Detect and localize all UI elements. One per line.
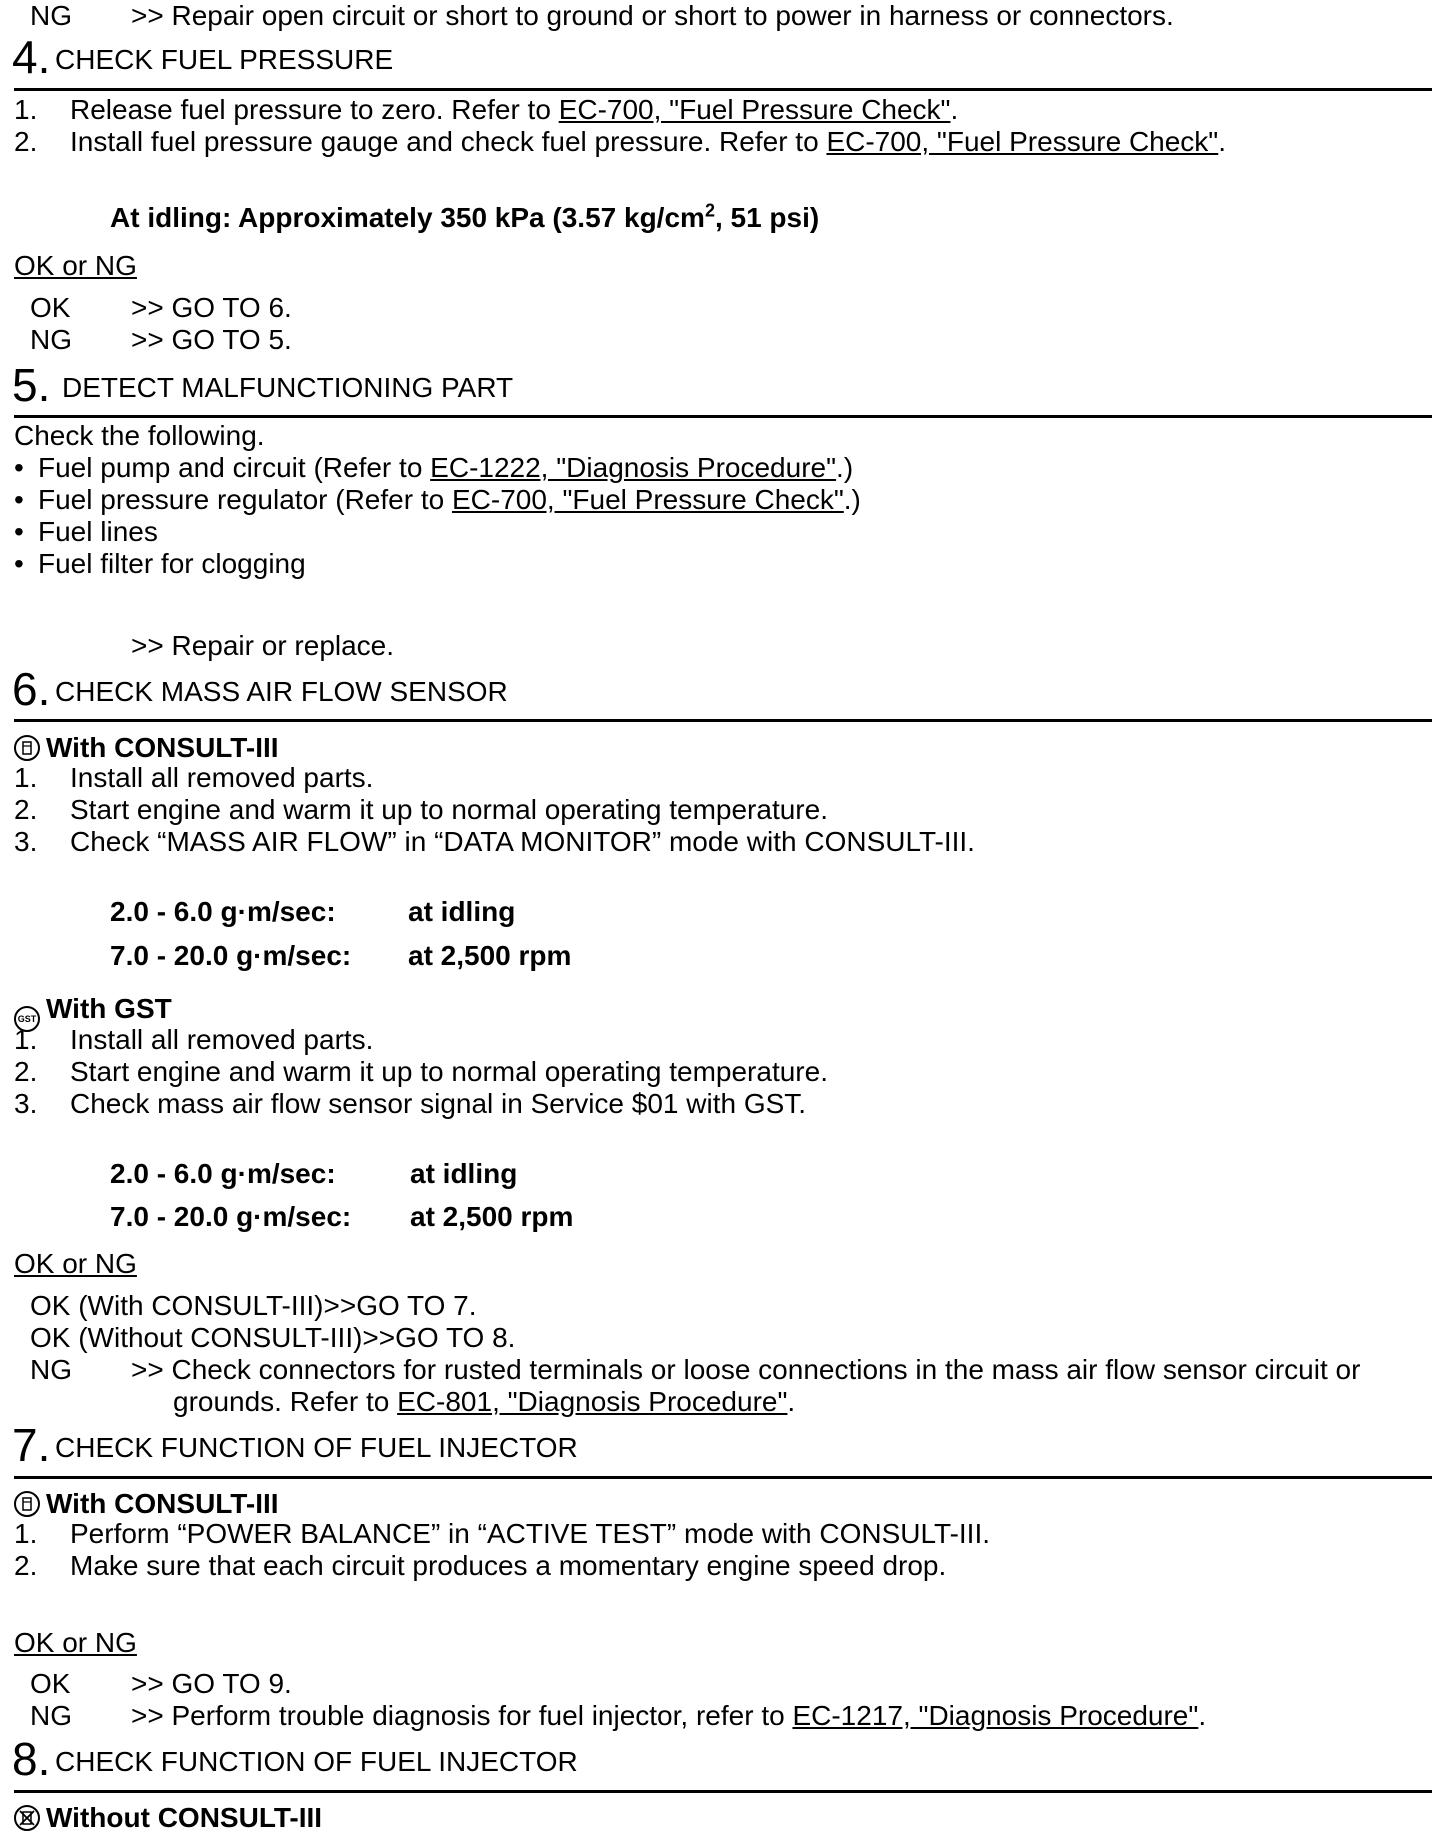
heading-text: Without CONSULT-III — [46, 1802, 323, 1833]
step-number: 4. — [12, 31, 51, 83]
ng-code: NG — [30, 1354, 72, 1385]
list-number: 1. — [14, 94, 38, 125]
item-text: grounds. Refer to — [173, 1386, 398, 1417]
item-text: >> Perform trouble diagnosis for fuel injector, refer to — [131, 1700, 793, 1731]
list-number: 2. — [14, 1550, 38, 1581]
heading-text: With CONSULT-III — [46, 732, 279, 763]
spec-value — [110, 202, 819, 234]
spec-value: 2.0 - 6.0 g·m/sec: — [110, 896, 336, 927]
spec-value: 7.0 - 20.0 g·m/sec: — [110, 1201, 352, 1232]
list-item: Check mass air flow sensor signal in Service $01 with GST. — [70, 1088, 807, 1119]
ok-or-ng-label: OK or NG — [14, 1248, 137, 1279]
ref-link[interactable]: EC-700, "Fuel Pressure Check" — [558, 94, 951, 125]
bullet-item — [38, 452, 853, 484]
gst-icon: GST — [14, 1006, 40, 1032]
without-consult-iii-icon — [14, 1805, 40, 1831]
ok-result-text: >> GO TO 6. — [131, 292, 292, 323]
spec-text: , 51 psi) — [714, 202, 820, 233]
step-title: CHECK FUEL PRESSURE — [55, 44, 394, 75]
list-number: 2. — [14, 794, 38, 825]
bullet: • — [14, 516, 24, 547]
spec-text: At idling: Approximately 350 kPa (3.57 kg/cm — [110, 202, 705, 233]
item-text: . — [1198, 1700, 1207, 1731]
spec-condition: at idling — [408, 896, 516, 927]
item-text: Fuel pressure regulator (Refer to — [38, 484, 452, 515]
bullet: • — [14, 548, 24, 579]
list-item — [70, 126, 1226, 158]
ng-result-text: >> GO TO 5. — [131, 324, 292, 355]
intro-text: Check the following. — [14, 420, 265, 451]
item-text: . — [1218, 126, 1227, 157]
spec-condition: at 2,500 rpm — [410, 1201, 574, 1232]
item-text: . — [950, 94, 959, 125]
list-item: Install all removed parts. — [70, 1024, 374, 1055]
ng-result-text — [131, 1700, 1206, 1732]
step-title: DETECT MALFUNCTIONING PART — [62, 372, 514, 403]
ok-code: OK — [30, 292, 71, 323]
item-text: .) — [836, 452, 854, 483]
consult-iii-icon — [14, 1491, 40, 1517]
method-heading — [14, 732, 279, 764]
spec-value: 2.0 - 6.0 g·m/sec: — [110, 1158, 336, 1189]
ref-link[interactable]: EC-1222, "Diagnosis Procedure" — [430, 452, 837, 483]
consult-iii-icon — [14, 735, 40, 761]
ng-code: NG — [30, 0, 72, 31]
step-title: CHECK FUNCTION OF FUEL INJECTOR — [55, 1432, 578, 1463]
item-text: Fuel pump and circuit (Refer to — [38, 452, 431, 483]
list-item: Install all removed parts. — [70, 762, 374, 793]
ref-link[interactable]: EC-1217, "Diagnosis Procedure" — [792, 1700, 1199, 1731]
ng-result-text — [173, 1386, 795, 1418]
ref-link[interactable]: EC-700, "Fuel Pressure Check" — [451, 484, 844, 515]
section-divider — [14, 415, 1432, 418]
list-item: Start engine and warm it up to normal operating temperature. — [70, 794, 828, 825]
bullet-item: Fuel filter for clogging — [38, 548, 306, 579]
list-number: 1. — [14, 1024, 38, 1055]
item-text: .) — [843, 484, 861, 515]
ref-link[interactable]: EC-700, "Fuel Pressure Check" — [826, 126, 1219, 157]
ref-link[interactable]: EC-801, "Diagnosis Procedure" — [397, 1386, 788, 1417]
ng-code: NG — [30, 1700, 72, 1731]
step-number: 5. — [12, 359, 51, 411]
bullet: • — [14, 452, 24, 483]
spec-condition: at idling — [410, 1158, 518, 1189]
method-heading — [14, 1802, 322, 1834]
spec-superscript: 2 — [704, 200, 715, 221]
step-number: 7. — [12, 1419, 51, 1471]
heading-text: With CONSULT-III — [46, 1488, 279, 1519]
list-number: 1. — [14, 1518, 38, 1549]
list-item: Start engine and warm it up to normal operating temperature. — [70, 1056, 828, 1087]
list-number: 2. — [14, 126, 38, 157]
ok-result-text: >> GO TO 9. — [131, 1668, 292, 1699]
step-title: CHECK MASS AIR FLOW SENSOR — [55, 676, 508, 707]
ok-result-text: OK (Without CONSULT-III)>>GO TO 8. — [30, 1322, 516, 1353]
item-text: Install fuel pressure gauge and check fuel pressure. Refer to — [70, 126, 827, 157]
ok-or-ng-label: OK or NG — [14, 1627, 137, 1658]
bullet: • — [14, 484, 24, 515]
step-number: 8. — [12, 1733, 51, 1785]
list-item: Perform “POWER BALANCE” in “ACTIVE TEST” mode with CONSULT-III. — [70, 1518, 991, 1549]
ok-or-ng-label: OK or NG — [14, 250, 137, 281]
section-divider — [14, 88, 1432, 91]
ok-result-text: OK (With CONSULT-III)>>GO TO 7. — [30, 1290, 477, 1321]
ng-code: NG — [30, 324, 72, 355]
ng-result-text: >> Repair open circuit or short to ground or short to power in harness or connectors. — [131, 0, 1174, 31]
item-text: Release fuel pressure to zero. Refer to — [70, 94, 559, 125]
spec-condition: at 2,500 rpm — [408, 940, 572, 971]
list-number: 1. — [14, 762, 38, 793]
list-item — [70, 94, 958, 126]
method-heading — [14, 1488, 279, 1520]
section-divider — [14, 1790, 1432, 1793]
step-title: CHECK FUNCTION OF FUEL INJECTOR — [55, 1746, 578, 1777]
bullet-item — [38, 484, 861, 516]
bullet-item: Fuel lines — [38, 516, 158, 547]
section-divider — [14, 719, 1432, 722]
step-number: 6. — [12, 663, 51, 715]
list-number: 3. — [14, 826, 38, 857]
list-item: Make sure that each circuit produces a momentary engine speed drop. — [70, 1550, 947, 1581]
item-text: . — [787, 1386, 796, 1417]
section-divider — [14, 1476, 1432, 1479]
list-number: 2. — [14, 1056, 38, 1087]
ng-result-text: >> Check connectors for rusted terminals or loose connections in the mass air flow sensor circuit or — [131, 1354, 1361, 1385]
list-item: Check “MASS AIR FLOW” in “DATA MONITOR” mode with CONSULT-III. — [70, 826, 975, 857]
ok-code: OK — [30, 1668, 71, 1699]
result-text: >> Repair or replace. — [131, 630, 395, 661]
heading-text: With GST — [46, 993, 172, 1024]
spec-value: 7.0 - 20.0 g·m/sec: — [110, 940, 352, 971]
list-number: 3. — [14, 1088, 38, 1119]
